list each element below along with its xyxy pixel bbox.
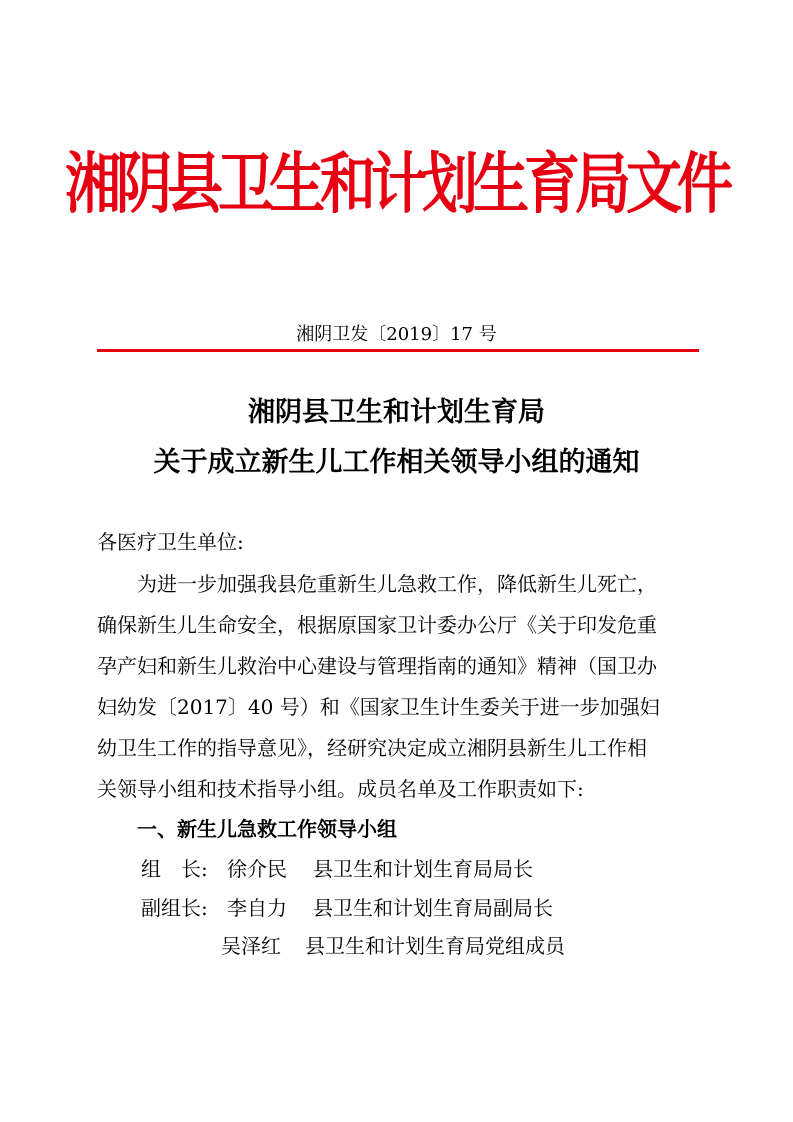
member-position: 县卫生和计划生育局副局长 [313, 896, 553, 920]
section-heading: 一、新生儿急救工作领导小组 [137, 817, 397, 841]
paragraph-line: 幼卫生工作的指导意见》，经研究决定成立湘阴县新生儿工作相 [97, 736, 647, 760]
member-row [0, 932, 793, 960]
paragraph-line: 关领导小组和技术指导小组。成员名单及工作职责如下: [97, 777, 584, 801]
member-name: 徐介民 [227, 857, 287, 881]
member-position: 县卫生和计划生育局党组成员 [305, 934, 565, 958]
paragraph-line: 妇幼发〔2017〕40 号）和《国家卫生计生委关于进一步加强妇 [97, 695, 660, 719]
member-role: 副组长: [141, 896, 208, 920]
member-row [0, 855, 793, 883]
member-name: 吴泽红 [221, 934, 281, 958]
member-name: 李自力 [227, 896, 287, 920]
masthead-title: 湘阴县卫生和计划生育局文件 [65, 146, 728, 224]
salutation: 各医疗卫生单位: [97, 530, 244, 554]
paragraph-line: 确保新生儿生命安全，根据原国家卫计委办公厅《关于印发危重 [97, 613, 657, 637]
document-number: 湘阴卫发〔2019〕17 号 [296, 324, 497, 345]
member-row [0, 894, 793, 922]
document-title-line-2: 关于成立新生儿工作相关领导小组的通知 [153, 447, 640, 478]
document-title-line-1: 湘阴县卫生和计划生育局 [248, 397, 545, 428]
paragraph-line: 孕产妇和新生儿救治中心建设与管理指南的通知》精神（国卫办 [97, 654, 657, 678]
member-position: 县卫生和计划生育局局长 [313, 857, 533, 881]
red-separator-line [97, 349, 699, 352]
paragraph-line: 为进一步加强我县危重新生儿急救工作，降低新生儿死亡， [137, 572, 657, 596]
member-role: 组 长: [141, 857, 208, 881]
